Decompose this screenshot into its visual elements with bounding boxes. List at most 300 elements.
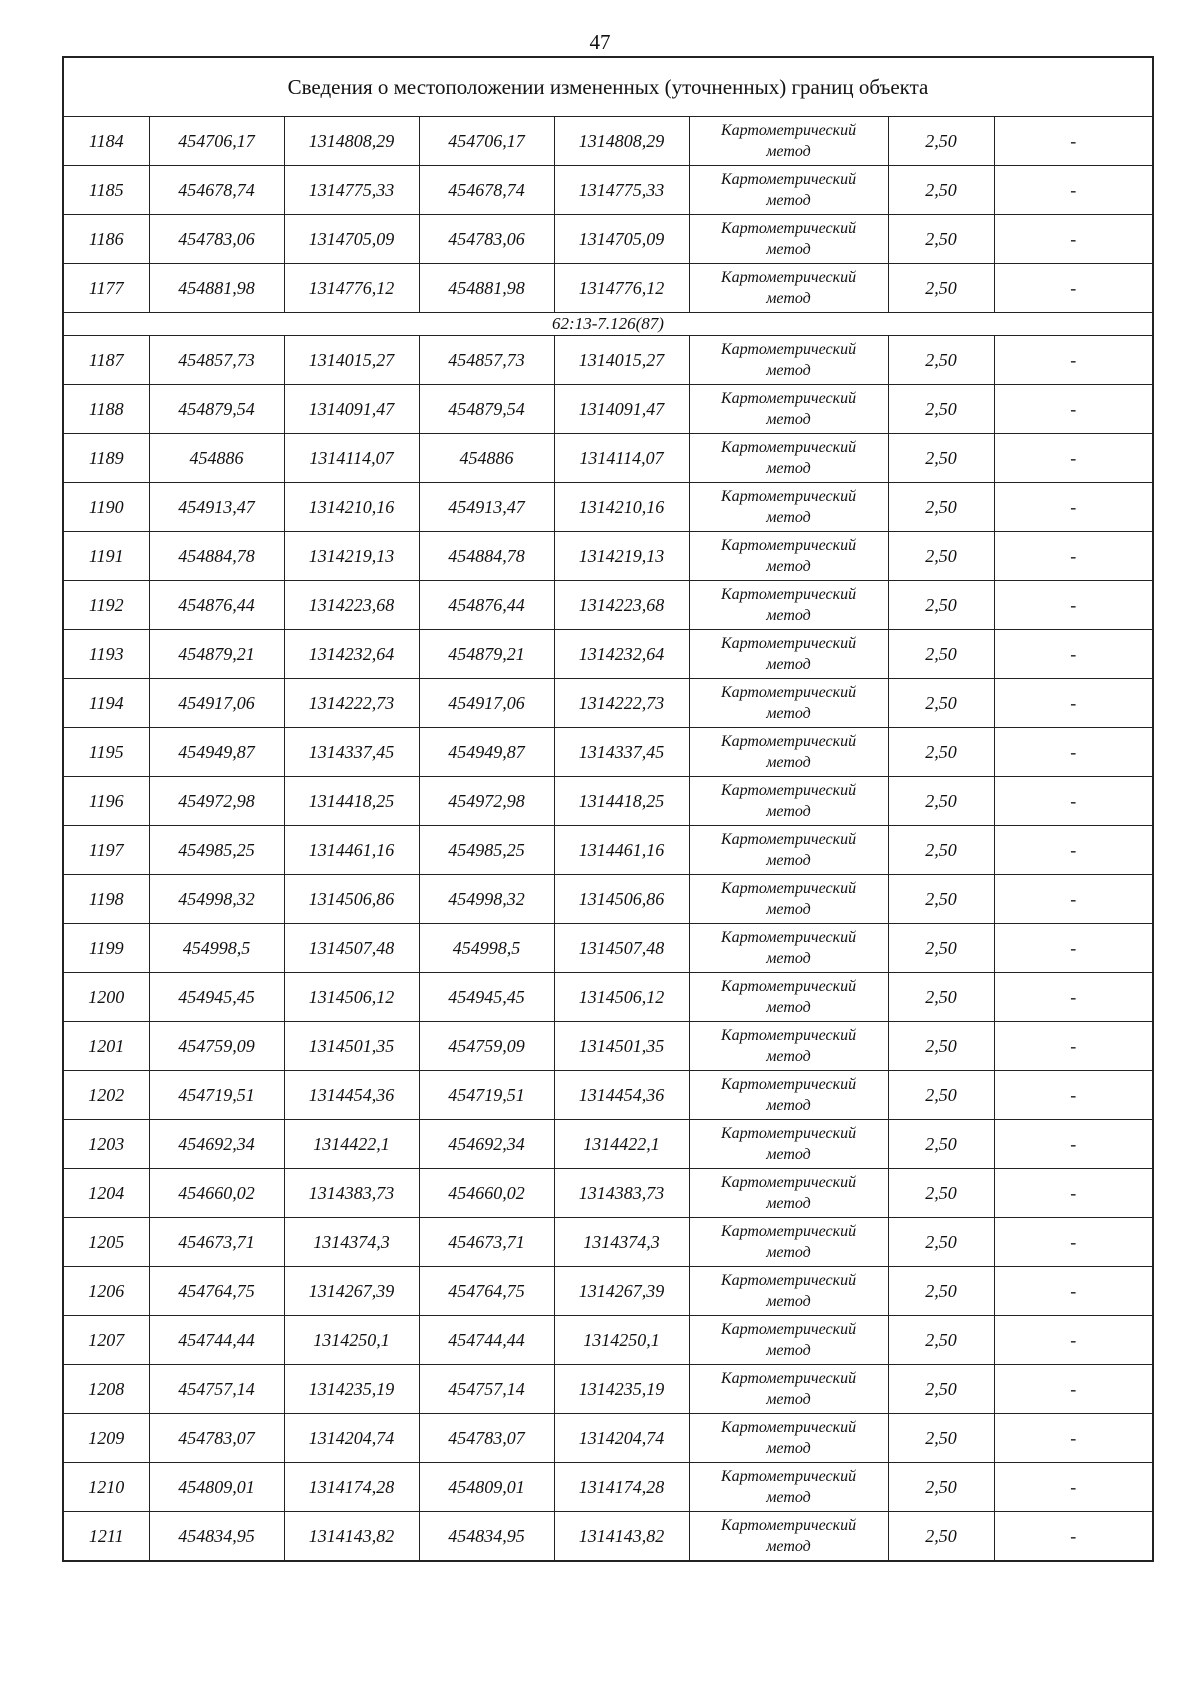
- table-row: [63, 1169, 1153, 1218]
- table-row: [63, 924, 1153, 973]
- existing-y-cell: 1314174,28: [284, 1463, 419, 1512]
- table-row: [63, 385, 1153, 434]
- method-text: Картометрический: [720, 929, 857, 946]
- table-row: [63, 483, 1153, 532]
- method-cell: [689, 1120, 888, 1169]
- existing-x-cell: 454834,95: [149, 1512, 284, 1562]
- method-cell: [689, 434, 888, 483]
- existing-x-cell: 454759,09: [149, 1022, 284, 1071]
- existing-y-cell: 1314250,1: [284, 1316, 419, 1365]
- note-cell: -: [994, 215, 1153, 264]
- method-cell: [689, 1463, 888, 1512]
- method-cell: [689, 385, 888, 434]
- method-cell: [689, 973, 888, 1022]
- method-text: Картометрический: [720, 1125, 857, 1142]
- table-title-row: [63, 57, 1153, 117]
- refined-x-cell: 454913,47: [419, 483, 554, 532]
- method-cell: [689, 1218, 888, 1267]
- method-text: Картометрический: [720, 1272, 857, 1289]
- method-cell: [689, 1022, 888, 1071]
- existing-x-cell: 454913,47: [149, 483, 284, 532]
- table-row: [63, 973, 1153, 1022]
- accuracy-cell: 2,50: [888, 385, 994, 434]
- existing-y-cell: 1314015,27: [284, 336, 419, 385]
- accuracy-cell: 2,50: [888, 728, 994, 777]
- existing-y-cell: 1314374,3: [284, 1218, 419, 1267]
- refined-y-cell: 1314418,25: [554, 777, 689, 826]
- table-row: [63, 1365, 1153, 1414]
- method-text: метод: [766, 1391, 811, 1408]
- accuracy-cell: 2,50: [888, 679, 994, 728]
- refined-y-cell: 1314776,12: [554, 264, 689, 313]
- refined-y-cell: 1314808,29: [554, 117, 689, 166]
- note-cell: -: [994, 679, 1153, 728]
- accuracy-cell: 2,50: [888, 215, 994, 264]
- method-text: метод: [766, 1342, 811, 1359]
- existing-x-cell: 454673,71: [149, 1218, 284, 1267]
- existing-y-cell: 1314091,47: [284, 385, 419, 434]
- note-cell: -: [994, 1316, 1153, 1365]
- table-row: [63, 1512, 1153, 1562]
- method-text: Картометрический: [720, 171, 857, 188]
- existing-x-cell: 454764,75: [149, 1267, 284, 1316]
- existing-y-cell: 1314337,45: [284, 728, 419, 777]
- method-text: метод: [766, 1489, 811, 1506]
- method-text: метод: [766, 411, 811, 428]
- point-number-cell: 1199: [63, 924, 149, 973]
- refined-x-cell: 454809,01: [419, 1463, 554, 1512]
- accuracy-cell: 2,50: [888, 826, 994, 875]
- existing-x-cell: 454719,51: [149, 1071, 284, 1120]
- existing-y-cell: 1314705,09: [284, 215, 419, 264]
- refined-x-cell: 454719,51: [419, 1071, 554, 1120]
- method-text: Картометрический: [720, 635, 857, 652]
- refined-x-cell: 454764,75: [419, 1267, 554, 1316]
- method-text: метод: [766, 803, 811, 820]
- method-text: метод: [766, 290, 811, 307]
- accuracy-cell: 2,50: [888, 581, 994, 630]
- point-number-cell: 1184: [63, 117, 149, 166]
- note-cell: -: [994, 532, 1153, 581]
- point-number-cell: 1200: [63, 973, 149, 1022]
- method-text: метод: [766, 1097, 811, 1114]
- method-text: Картометрический: [720, 537, 857, 554]
- point-number-cell: 1185: [63, 166, 149, 215]
- existing-x-cell: 454998,32: [149, 875, 284, 924]
- accuracy-cell: 2,50: [888, 1169, 994, 1218]
- existing-x-cell: 454876,44: [149, 581, 284, 630]
- method-cell: [689, 336, 888, 385]
- method-cell: [689, 924, 888, 973]
- existing-y-cell: 1314454,36: [284, 1071, 419, 1120]
- note-cell: -: [994, 264, 1153, 313]
- note-cell: -: [994, 385, 1153, 434]
- point-number-cell: 1201: [63, 1022, 149, 1071]
- existing-x-cell: 454881,98: [149, 264, 284, 313]
- method-cell: [689, 1316, 888, 1365]
- refined-x-cell: 454706,17: [419, 117, 554, 166]
- point-number-cell: 1211: [63, 1512, 149, 1562]
- refined-y-cell: 1314210,16: [554, 483, 689, 532]
- method-cell: [689, 532, 888, 581]
- method-cell: [689, 875, 888, 924]
- refined-x-cell: 454985,25: [419, 826, 554, 875]
- method-text: Картометрический: [720, 1076, 857, 1093]
- method-text: метод: [766, 143, 811, 160]
- note-cell: -: [994, 728, 1153, 777]
- point-number-cell: 1187: [63, 336, 149, 385]
- existing-x-cell: 454985,25: [149, 826, 284, 875]
- method-text: Картометрический: [720, 220, 857, 237]
- existing-y-cell: 1314501,35: [284, 1022, 419, 1071]
- existing-x-cell: 454972,98: [149, 777, 284, 826]
- accuracy-cell: 2,50: [888, 117, 994, 166]
- method-cell: [689, 679, 888, 728]
- method-text: Картометрический: [720, 390, 857, 407]
- method-text: метод: [766, 1293, 811, 1310]
- existing-x-cell: 454660,02: [149, 1169, 284, 1218]
- method-text: Картометрический: [720, 122, 857, 139]
- refined-y-cell: 1314461,16: [554, 826, 689, 875]
- method-text: Картометрический: [720, 1370, 857, 1387]
- existing-x-cell: 454744,44: [149, 1316, 284, 1365]
- existing-x-cell: 454692,34: [149, 1120, 284, 1169]
- refined-y-cell: 1314250,1: [554, 1316, 689, 1365]
- refined-x-cell: 454945,45: [419, 973, 554, 1022]
- existing-x-cell: 454757,14: [149, 1365, 284, 1414]
- refined-y-cell: 1314143,82: [554, 1512, 689, 1562]
- accuracy-cell: 2,50: [888, 1316, 994, 1365]
- method-text: метод: [766, 362, 811, 379]
- table-row: [63, 1022, 1153, 1071]
- note-cell: -: [994, 777, 1153, 826]
- accuracy-cell: 2,50: [888, 1414, 994, 1463]
- method-cell: [689, 728, 888, 777]
- refined-x-cell: 454879,21: [419, 630, 554, 679]
- refined-x-cell: 454949,87: [419, 728, 554, 777]
- existing-x-cell: 454879,21: [149, 630, 284, 679]
- table-row: [63, 728, 1153, 777]
- existing-y-cell: 1314776,12: [284, 264, 419, 313]
- existing-y-cell: 1314422,1: [284, 1120, 419, 1169]
- point-number-cell: 1208: [63, 1365, 149, 1414]
- accuracy-cell: 2,50: [888, 630, 994, 679]
- method-text: метод: [766, 705, 811, 722]
- note-cell: -: [994, 483, 1153, 532]
- accuracy-cell: 2,50: [888, 1218, 994, 1267]
- refined-y-cell: 1314091,47: [554, 385, 689, 434]
- note-cell: -: [994, 875, 1153, 924]
- refined-y-cell: 1314222,73: [554, 679, 689, 728]
- refined-y-cell: 1314383,73: [554, 1169, 689, 1218]
- table-row: [63, 434, 1153, 483]
- method-cell: [689, 581, 888, 630]
- note-cell: -: [994, 1071, 1153, 1120]
- refined-x-cell: 454673,71: [419, 1218, 554, 1267]
- method-text: Картометрический: [720, 341, 857, 358]
- point-number-cell: 1209: [63, 1414, 149, 1463]
- accuracy-cell: 2,50: [888, 1512, 994, 1562]
- method-cell: [689, 630, 888, 679]
- existing-y-cell: 1314506,86: [284, 875, 419, 924]
- refined-x-cell: 454692,34: [419, 1120, 554, 1169]
- existing-y-cell: 1314507,48: [284, 924, 419, 973]
- refined-y-cell: 1314454,36: [554, 1071, 689, 1120]
- refined-y-cell: 1314422,1: [554, 1120, 689, 1169]
- table-row: [63, 1120, 1153, 1169]
- table-row: [63, 532, 1153, 581]
- table-row: [63, 630, 1153, 679]
- note-cell: -: [994, 1365, 1153, 1414]
- method-text: метод: [766, 1244, 811, 1261]
- refined-x-cell: 454876,44: [419, 581, 554, 630]
- accuracy-cell: 2,50: [888, 532, 994, 581]
- existing-y-cell: 1314461,16: [284, 826, 419, 875]
- existing-x-cell: 454857,73: [149, 336, 284, 385]
- refined-x-cell: 454857,73: [419, 336, 554, 385]
- point-number-cell: 1196: [63, 777, 149, 826]
- accuracy-cell: 2,50: [888, 1365, 994, 1414]
- refined-y-cell: 1314374,3: [554, 1218, 689, 1267]
- accuracy-cell: 2,50: [888, 1022, 994, 1071]
- table-row: [63, 1414, 1153, 1463]
- accuracy-cell: 2,50: [888, 1463, 994, 1512]
- refined-y-cell: 1314015,27: [554, 336, 689, 385]
- point-number-cell: 1191: [63, 532, 149, 581]
- point-number-cell: 1204: [63, 1169, 149, 1218]
- table-row: [63, 875, 1153, 924]
- method-text: Картометрический: [720, 782, 857, 799]
- method-text: метод: [766, 1048, 811, 1065]
- method-text: Картометрический: [720, 1027, 857, 1044]
- refined-x-cell: 454834,95: [419, 1512, 554, 1562]
- refined-x-cell: 454886: [419, 434, 554, 483]
- accuracy-cell: 2,50: [888, 434, 994, 483]
- method-text: метод: [766, 558, 811, 575]
- method-text: Картометрический: [720, 1174, 857, 1191]
- method-text: метод: [766, 460, 811, 477]
- point-number-cell: 1189: [63, 434, 149, 483]
- method-text: метод: [766, 1538, 811, 1555]
- refined-y-cell: 1314235,19: [554, 1365, 689, 1414]
- accuracy-cell: 2,50: [888, 875, 994, 924]
- method-cell: [689, 826, 888, 875]
- method-text: Картометрический: [720, 1468, 857, 1485]
- existing-x-cell: 454706,17: [149, 117, 284, 166]
- method-text: Картометрический: [720, 1517, 857, 1534]
- accuracy-cell: 2,50: [888, 777, 994, 826]
- existing-x-cell: 454783,06: [149, 215, 284, 264]
- method-cell: [689, 215, 888, 264]
- refined-x-cell: 454879,54: [419, 385, 554, 434]
- table-body: [63, 57, 1153, 1561]
- point-number-cell: 1206: [63, 1267, 149, 1316]
- note-cell: -: [994, 826, 1153, 875]
- method-text: метод: [766, 901, 811, 918]
- refined-x-cell: 454917,06: [419, 679, 554, 728]
- section-row: [63, 313, 1153, 336]
- existing-x-cell: 454809,01: [149, 1463, 284, 1512]
- method-text: метод: [766, 852, 811, 869]
- method-text: Картометрический: [720, 586, 857, 603]
- point-number-cell: 1188: [63, 385, 149, 434]
- table-row: [63, 117, 1153, 166]
- existing-y-cell: 1314223,68: [284, 581, 419, 630]
- refined-x-cell: 454783,06: [419, 215, 554, 264]
- note-cell: -: [994, 924, 1153, 973]
- refined-y-cell: 1314501,35: [554, 1022, 689, 1071]
- existing-x-cell: 454884,78: [149, 532, 284, 581]
- table-row: [63, 777, 1153, 826]
- existing-y-cell: 1314506,12: [284, 973, 419, 1022]
- point-number-cell: 1197: [63, 826, 149, 875]
- existing-y-cell: 1314210,16: [284, 483, 419, 532]
- note-cell: -: [994, 166, 1153, 215]
- method-text: Картометрический: [720, 1321, 857, 1338]
- existing-y-cell: 1314204,74: [284, 1414, 419, 1463]
- refined-x-cell: 454757,14: [419, 1365, 554, 1414]
- method-text: Картометрический: [720, 1419, 857, 1436]
- table-row: [63, 264, 1153, 313]
- method-cell: [689, 1169, 888, 1218]
- point-number-cell: 1192: [63, 581, 149, 630]
- method-text: метод: [766, 607, 811, 624]
- table-row: [63, 336, 1153, 385]
- note-cell: -: [994, 1512, 1153, 1562]
- point-number-cell: 1202: [63, 1071, 149, 1120]
- refined-y-cell: 1314506,12: [554, 973, 689, 1022]
- point-number-cell: 1210: [63, 1463, 149, 1512]
- table-row: [63, 679, 1153, 728]
- existing-y-cell: 1314383,73: [284, 1169, 419, 1218]
- refined-y-cell: 1314507,48: [554, 924, 689, 973]
- refined-x-cell: 454998,5: [419, 924, 554, 973]
- existing-x-cell: 454917,06: [149, 679, 284, 728]
- table-title: Сведения о местоположении измененных (уточненных) границ объекта: [63, 57, 1153, 117]
- existing-y-cell: 1314235,19: [284, 1365, 419, 1414]
- method-cell: [689, 166, 888, 215]
- table-row: [63, 1218, 1153, 1267]
- note-cell: -: [994, 1463, 1153, 1512]
- refined-x-cell: 454972,98: [419, 777, 554, 826]
- method-cell: [689, 117, 888, 166]
- existing-x-cell: 454998,5: [149, 924, 284, 973]
- refined-y-cell: 1314232,64: [554, 630, 689, 679]
- method-cell: [689, 1512, 888, 1562]
- boundary-coordinates-table: [62, 56, 1154, 1562]
- method-text: Картометрический: [720, 880, 857, 897]
- table-row: [63, 1463, 1153, 1512]
- existing-x-cell: 454879,54: [149, 385, 284, 434]
- method-text: Картометрический: [720, 733, 857, 750]
- point-number-cell: 1195: [63, 728, 149, 777]
- method-text: метод: [766, 192, 811, 209]
- point-number-cell: 1198: [63, 875, 149, 924]
- table-row: [63, 215, 1153, 264]
- note-cell: -: [994, 1267, 1153, 1316]
- accuracy-cell: 2,50: [888, 336, 994, 385]
- point-number-cell: 1186: [63, 215, 149, 264]
- note-cell: -: [994, 434, 1153, 483]
- method-cell: [689, 264, 888, 313]
- table-row: [63, 166, 1153, 215]
- method-text: Картометрический: [720, 439, 857, 456]
- method-text: метод: [766, 241, 811, 258]
- existing-y-cell: 1314114,07: [284, 434, 419, 483]
- method-text: Картометрический: [720, 831, 857, 848]
- existing-y-cell: 1314232,64: [284, 630, 419, 679]
- existing-y-cell: 1314808,29: [284, 117, 419, 166]
- method-text: метод: [766, 1440, 811, 1457]
- note-cell: -: [994, 581, 1153, 630]
- refined-x-cell: 454881,98: [419, 264, 554, 313]
- method-cell: [689, 777, 888, 826]
- point-number-cell: 1190: [63, 483, 149, 532]
- accuracy-cell: 2,50: [888, 166, 994, 215]
- accuracy-cell: 2,50: [888, 1071, 994, 1120]
- existing-y-cell: 1314418,25: [284, 777, 419, 826]
- refined-x-cell: 454744,44: [419, 1316, 554, 1365]
- existing-y-cell: 1314219,13: [284, 532, 419, 581]
- method-text: метод: [766, 754, 811, 771]
- method-text: метод: [766, 950, 811, 967]
- refined-x-cell: 454783,07: [419, 1414, 554, 1463]
- note-cell: -: [994, 1120, 1153, 1169]
- method-text: метод: [766, 999, 811, 1016]
- method-text: метод: [766, 509, 811, 526]
- refined-y-cell: 1314506,86: [554, 875, 689, 924]
- note-cell: -: [994, 117, 1153, 166]
- refined-y-cell: 1314337,45: [554, 728, 689, 777]
- method-text: метод: [766, 656, 811, 673]
- method-text: Картометрический: [720, 684, 857, 701]
- method-cell: [689, 1365, 888, 1414]
- method-text: метод: [766, 1146, 811, 1163]
- accuracy-cell: 2,50: [888, 1120, 994, 1169]
- point-number-cell: 1194: [63, 679, 149, 728]
- method-cell: [689, 1414, 888, 1463]
- refined-x-cell: 454884,78: [419, 532, 554, 581]
- refined-y-cell: 1314174,28: [554, 1463, 689, 1512]
- point-number-cell: 1207: [63, 1316, 149, 1365]
- method-text: метод: [766, 1195, 811, 1212]
- method-cell: [689, 1071, 888, 1120]
- accuracy-cell: 2,50: [888, 973, 994, 1022]
- existing-y-cell: 1314775,33: [284, 166, 419, 215]
- refined-x-cell: 454998,32: [419, 875, 554, 924]
- point-number-cell: 1193: [63, 630, 149, 679]
- accuracy-cell: 2,50: [888, 924, 994, 973]
- refined-x-cell: 454660,02: [419, 1169, 554, 1218]
- table-row: [63, 826, 1153, 875]
- note-cell: -: [994, 1218, 1153, 1267]
- existing-x-cell: 454783,07: [149, 1414, 284, 1463]
- refined-x-cell: 454678,74: [419, 166, 554, 215]
- existing-x-cell: 454678,74: [149, 166, 284, 215]
- existing-x-cell: 454949,87: [149, 728, 284, 777]
- existing-x-cell: 454886: [149, 434, 284, 483]
- refined-y-cell: 1314114,07: [554, 434, 689, 483]
- note-cell: -: [994, 336, 1153, 385]
- refined-y-cell: 1314223,68: [554, 581, 689, 630]
- point-number-cell: 1205: [63, 1218, 149, 1267]
- table-row: [63, 1267, 1153, 1316]
- method-text: Картометрический: [720, 1223, 857, 1240]
- method-text: Картометрический: [720, 269, 857, 286]
- point-number-cell: 1177: [63, 264, 149, 313]
- page-number: 47: [589, 30, 611, 54]
- table-row: [63, 1071, 1153, 1120]
